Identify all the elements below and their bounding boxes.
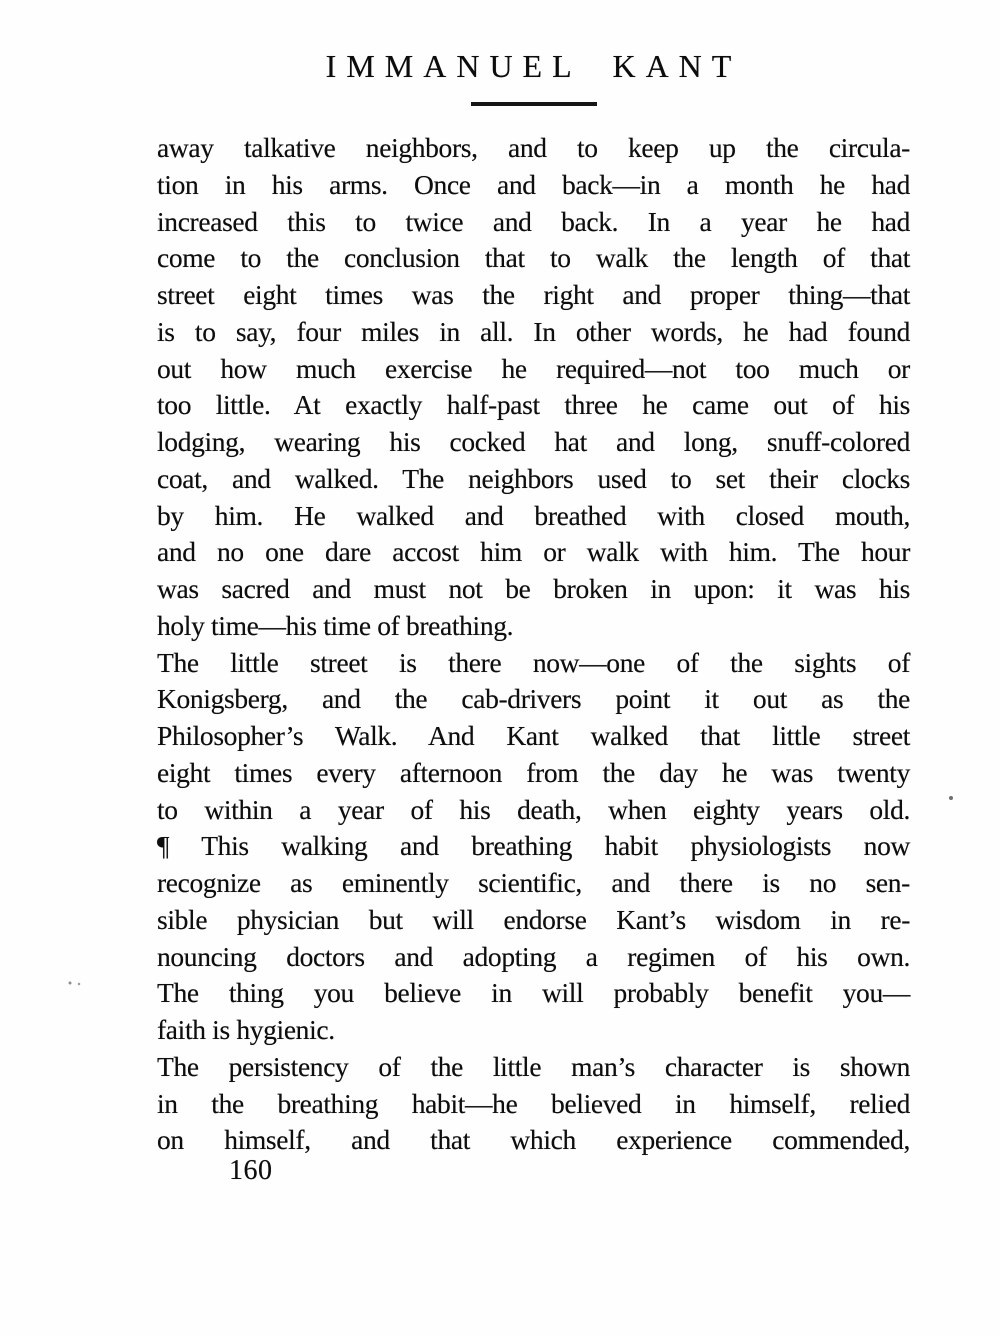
- body-text: [157, 130, 910, 1159]
- title-divider-rule: [471, 102, 597, 106]
- text-line: and no one dare accost him or walk with him. The hour: [157, 536, 910, 568]
- text-line: come to the conclusion that to walk the length of that: [157, 242, 910, 274]
- text-line: recognize as eminently scientific, and there is no sen-: [157, 867, 910, 898]
- text-line: The thing you believe in will probably benefit you—: [157, 977, 910, 1009]
- text-line: The persistency of the little man’s character is shown: [157, 1050, 910, 1082]
- text-line: Konigsberg, and the cab-drivers point it out as the: [157, 683, 910, 715]
- text-line: The little street is there now—one of the sights of: [157, 646, 910, 678]
- text-line: was sacred and must not be broken in upon: it was his: [157, 573, 910, 604]
- text-line: by him. He walked and breathed with closed mouth,: [157, 499, 910, 531]
- text-line: is to say, four miles in all. In other words, he had found: [157, 315, 910, 347]
- text-line: away talkative neighbors, and to keep up the circula-: [157, 132, 910, 163]
- text-line: lodging, wearing his cocked hat and long, snuff-colored: [157, 426, 910, 457]
- text-line: coat, and walked. The neighbors used to set their clocks: [157, 462, 910, 494]
- text-line: faith is hygienic.: [157, 1014, 335, 1045]
- text-line: ¶ This walking and breathing habit physiologists now: [157, 830, 910, 862]
- page-number: 160: [229, 1155, 273, 1186]
- text-line: to within a year of his death, when eighty years old.: [157, 793, 910, 825]
- text-line: out how much exercise he required—not too much or: [157, 352, 910, 384]
- scan-speck-left: [66, 981, 86, 987]
- scan-speck-right: [949, 796, 953, 800]
- text-line: increased this to twice and back. In a year he had: [157, 205, 910, 237]
- text-line: nouncing doctors and adopting a regimen of his own.: [157, 940, 910, 972]
- text-line: street eight times was the right and proper thing—that: [157, 279, 910, 310]
- text-line: tion in his arms. Once and back—in a month he had: [157, 168, 910, 200]
- page-title: IMMANUEL KANT: [325, 48, 742, 84]
- text-line: on himself, and that which experience commended,: [157, 1124, 910, 1156]
- text-line: sible physician but will endorse Kant’s wisdom in re-: [157, 903, 910, 935]
- text-line: Philosopher’s Walk. And Kant walked that little street: [157, 720, 910, 751]
- text-line: eight times every afternoon from the day he was twenty: [157, 756, 910, 788]
- text-line: too little. At exactly half-past three he came out of his: [157, 389, 910, 421]
- text-line: in the breathing habit—he believed in himself, relied: [157, 1087, 910, 1119]
- text-line: holy time—his time of breathing.: [157, 609, 514, 641]
